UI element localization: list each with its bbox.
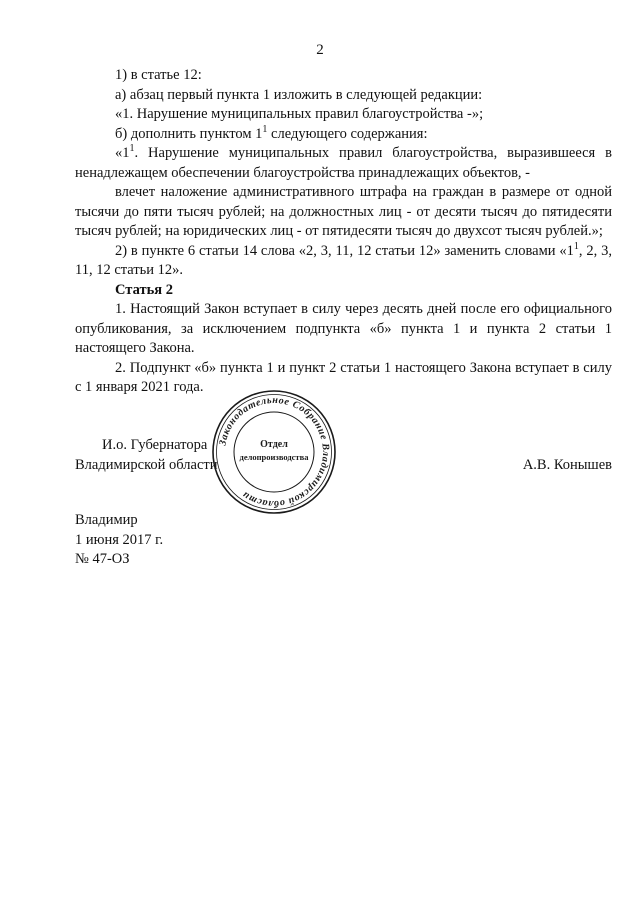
- item-2-tail: , 2, 3, 11, 12 статьи 12».: [75, 242, 612, 278]
- article-2-heading: Статья 2: [115, 281, 173, 298]
- amendment-item-1: 1) в статье 12:: [115, 67, 202, 83]
- signatory-name: А.В. Конышев: [522, 457, 612, 473]
- article-2-paragraph-2: 2. Подпункт «б» пункта 1 и пункт 2 статьи 1 настоящего Закона вступает в силу с 1 января 2021 года.: [75, 359, 612, 395]
- subitem-b-tail: следующего содержания:: [267, 125, 428, 142]
- seal-center-line-1: Отдел: [260, 439, 288, 450]
- footer-city: Владимир: [75, 512, 138, 528]
- official-seal: [210, 388, 338, 516]
- superscript: 1: [129, 143, 135, 155]
- position-line-2: Владимирской области: [75, 456, 218, 473]
- footer-number: № 47-ОЗ: [75, 551, 130, 567]
- subitem-b-text: б) дополнить пунктом 1: [115, 125, 263, 142]
- article-2-paragraph-1: 1. Настоящий Закон вступает в силу через десять дней после его официального опубликования, за исключением подпункта «б» пункта 1 и пункта 2 статьи 1 настоящего Закона.: [75, 301, 612, 356]
- amendment-quote: «1. Нарушение муниципальных правил благоустройства -»;: [115, 106, 484, 122]
- amendment-item-2: [75, 242, 612, 281]
- point-open: «1: [115, 145, 130, 161]
- seal-center-line-2: делопроизводства: [239, 452, 309, 462]
- new-point-text: [75, 144, 612, 183]
- footer-date: 1 июня 2017 г.: [75, 531, 164, 548]
- superscript: 1: [262, 123, 268, 135]
- amendment-subitem-b: [75, 125, 612, 145]
- document-footer: [75, 511, 163, 570]
- page-number: 2: [316, 42, 324, 58]
- point-body: . Нарушение муниципальных правил благоустройства, выразившееся в ненадлежащем обеспечении благоустройства принадлежащих объектов, -: [75, 145, 612, 181]
- document-body: [75, 66, 612, 398]
- signatory-position: [75, 436, 218, 475]
- seal-ring-path: Законодательное Собрание Владимирской области: [217, 394, 332, 510]
- position-line-1: И.о. Губернатора: [102, 437, 208, 453]
- penalty-text: влечет наложение административного штрафа на граждан в размере от одной тысячи до пяти тысяч рублей; на должностных лиц - от десяти тысяч до пятидесяти тысяч рублей; на юридических лиц - от пятидесяти тысяч до двухсот тысяч рублей.»;: [75, 184, 612, 239]
- superscript: 1: [573, 240, 579, 252]
- item-2-text: 2) в пункте 6 статьи 14 слова «2, 3, 11, 12 статьи 12» заменить словами «1: [115, 242, 574, 259]
- amendment-subitem-a: а) абзац первый пункта 1 изложить в следующей редакции:: [115, 86, 483, 103]
